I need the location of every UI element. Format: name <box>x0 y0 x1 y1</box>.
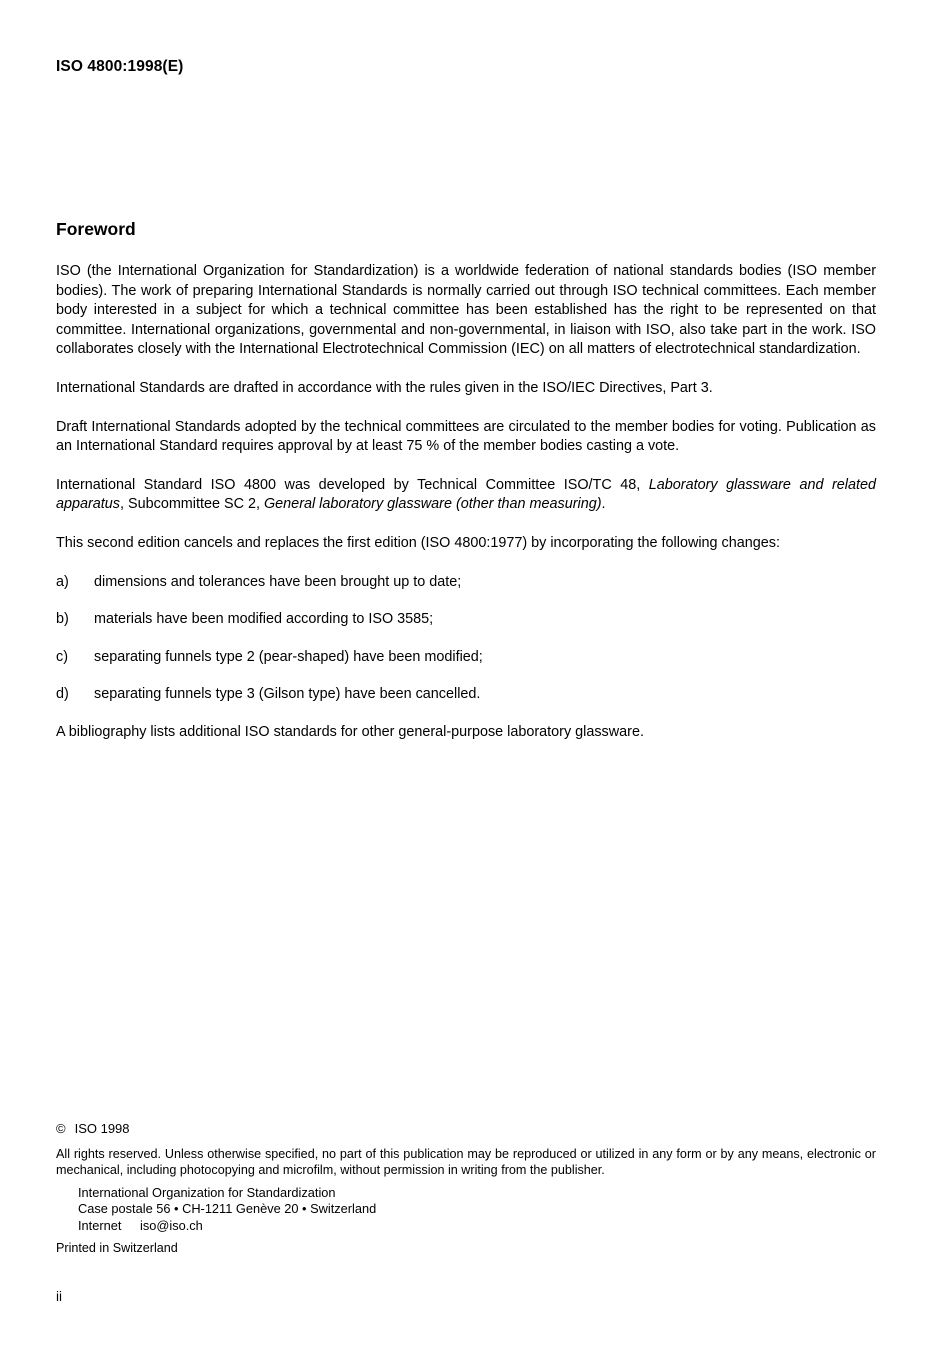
foreword-body <box>56 262 876 762</box>
address-postal: Case postale 56 • CH-1211 Genève 20 • Switzerland <box>78 1201 377 1217</box>
committee-lead-text: International Standard ISO 4800 was developed by Technical Committee ISO/TC 48, <box>56 476 649 493</box>
copyright-text: ISO 1998 <box>74 1121 130 1136</box>
list-text-d: separating funnels type 3 (Gilson type) have been cancelled. <box>94 686 481 703</box>
foreword-heading: Foreword <box>56 219 136 239</box>
publisher-address <box>78 1185 876 1234</box>
address-internet <box>78 1218 876 1234</box>
list-text-c: separating funnels type 2 (pear-shaped) have been modified; <box>94 648 483 665</box>
committee-tail-text: . <box>601 496 606 513</box>
printed-in-statement: Printed in Switzerland <box>56 1241 178 1256</box>
list-item <box>56 610 876 630</box>
address-organization: International Organization for Standardization <box>78 1185 336 1200</box>
paragraph-iso-description: ISO (the International Organization for Standardization) is a worldwide federation of national standards bodies (ISO member bodies). The work of preparing International Standards is normally carried out through ISO technical committees. Each member body interested in a subject for which a technical committee has been established has the right to be represented on that committee. International organizations, governmental and non-governmental, in liaison with ISO, also take part in the work. ISO collaborates closely with the International Electrotechnical Commission (IEC) on all matters of electrotechnical standardization. <box>56 263 876 358</box>
list-marker-b: b) <box>56 611 69 628</box>
rights-statement: All rights reserved. Unless otherwise specified, no part of this publication may be reproduced or utilized in any form or by any means, electronic or mechanical, including photocopying and microfilm, without permission in writing from the publisher. <box>56 1147 876 1177</box>
paragraph-drafting-rules: International Standards are drafted in accordance with the rules given in the ISO/IEC Directives, Part 3. <box>56 379 713 396</box>
paragraph-voting: Draft International Standards adopted by the technical committees are circulated to the member bodies for voting. Publication as an International Standard requires approval by at least 75 % of the member bodies casting a vote. <box>56 418 876 455</box>
page-number: ii <box>56 1289 62 1304</box>
document-header: ISO 4800:1998(E) <box>56 58 184 75</box>
paragraph-bibliography: A bibliography lists additional ISO standards for other general-purpose laboratory glassware. <box>56 723 644 740</box>
internet-label: Internet <box>78 1217 122 1233</box>
list-item <box>56 685 876 705</box>
committee-middle-text: , Subcommittee SC 2, <box>120 496 264 513</box>
list-marker-a: a) <box>56 573 69 590</box>
paragraph-second-edition: This second edition cancels and replaces the first edition (ISO 4800:1977) by incorporating the following changes: <box>56 534 780 551</box>
list-marker-c: c) <box>56 648 68 665</box>
list-marker-d: d) <box>56 686 69 703</box>
list-item <box>56 573 876 593</box>
copyright-line <box>56 1120 876 1137</box>
internet-email: iso@iso.ch <box>140 1217 203 1233</box>
list-item <box>56 648 876 668</box>
subcommittee-title-italic: General laboratory glassware (other than measuring) <box>263 496 602 513</box>
list-text-b: materials have been modified according to ISO 3585; <box>94 611 434 628</box>
page-footer <box>56 1120 876 1256</box>
paragraph-committee <box>56 476 876 515</box>
committee-title-italic: Laboratory glassware and related apparatus <box>56 476 876 513</box>
list-text-a: dimensions and tolerances have been brought up to date; <box>94 573 462 590</box>
copyright-icon: © <box>56 1121 66 1136</box>
